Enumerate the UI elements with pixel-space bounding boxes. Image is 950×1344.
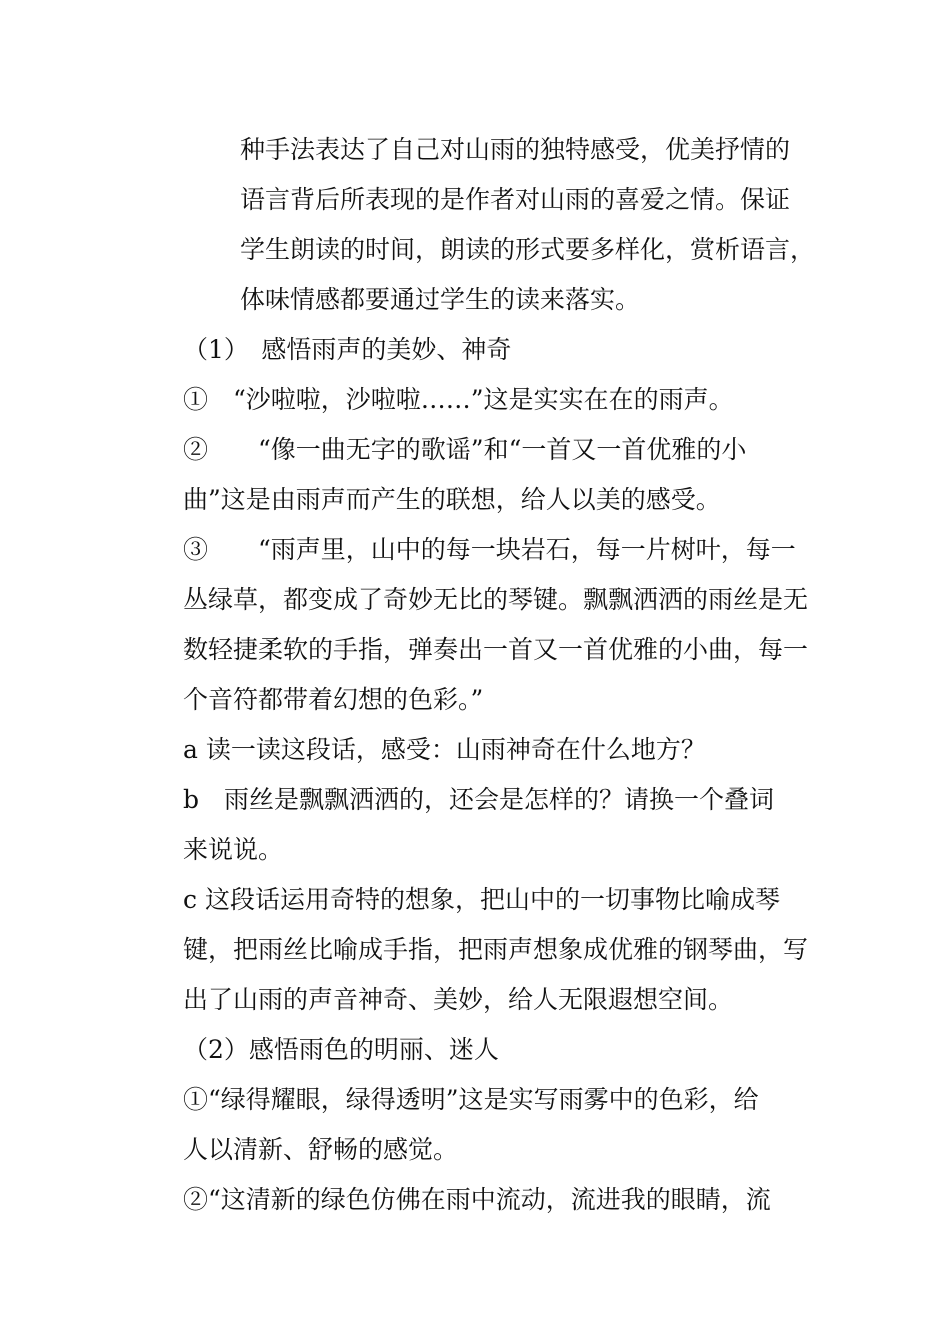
list-item: c 这段话运用奇特的想象，把山中的一切事物比喻成琴 [183, 885, 780, 914]
paragraph-line: 出了山雨的声音神奇、美妙，给人无限遐想空间。 [183, 985, 734, 1014]
paragraph-line: 曲”这是由雨声而产生的联想，给人以美的感受。 [183, 485, 721, 514]
list-item: ①“绿得耀眼，绿得透明”这是实写雨雾中的色彩，给 [183, 1085, 759, 1114]
paragraph-line: 丛绿草，都变成了奇妙无比的琴键。飘飘洒洒的雨丝是无 [183, 585, 809, 614]
paragraph-line: 人以清新、舒畅的感觉。 [183, 1135, 459, 1164]
list-item: a 读一读这段话，感受：山雨神奇在什么地方？ [183, 735, 706, 764]
list-item: ② “像一曲无字的歌谣”和“一首又一首优雅的小 [183, 435, 747, 464]
paragraph-line: 语言背后所表现的是作者对山雨的喜爱之情。保证 [240, 185, 791, 214]
paragraph-line: 键，把雨丝比喻成手指，把雨声想象成优雅的钢琴曲，写 [183, 935, 809, 964]
section-heading: （2）感悟雨色的明丽、迷人 [183, 1035, 499, 1064]
list-item: ① “沙啦啦，沙啦啦……”这是实实在在的雨声。 [183, 385, 734, 414]
list-item: b 雨丝是飘飘洒洒的，还会是怎样的？请换一个叠词 [183, 785, 775, 814]
paragraph-line: 学生朗读的时间，朗读的形式要多样化，赏析语言， [240, 235, 816, 264]
paragraph-line: 数轻捷柔软的手指，弹奏出一首又一首优雅的小曲，每一 [183, 635, 809, 664]
paragraph-line: 来说说。 [183, 835, 284, 864]
list-item: ③ “雨声里，山中的每一块岩石，每一片树叶，每一 [183, 535, 796, 564]
paragraph-line: 种手法表达了自己对山雨的独特感受，优美抒情的 [240, 135, 791, 164]
section-heading: （1） 感悟雨声的美妙、神奇 [183, 335, 512, 364]
paragraph-line: 个音符都带着幻想的色彩。” [183, 685, 484, 714]
list-item: ②“这清新的绿色仿佛在雨中流动，流进我的眼睛，流 [183, 1185, 771, 1214]
paragraph-line: 体味情感都要通过学生的读来落实。 [240, 285, 641, 314]
